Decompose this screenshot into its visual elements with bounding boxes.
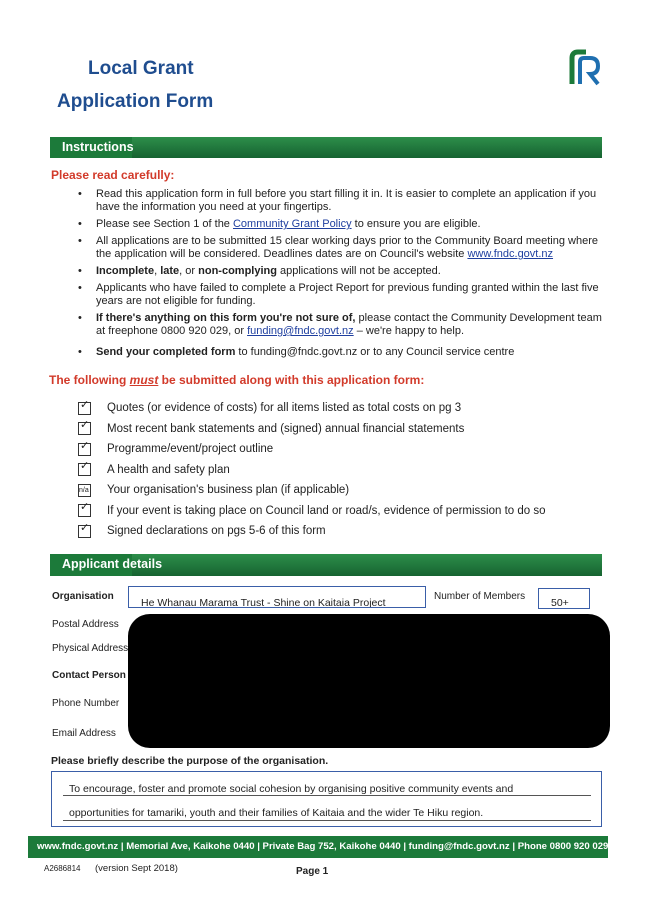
instruction-item: • Incomplete, late, or non-complying applications will not be accepted. bbox=[74, 265, 604, 278]
instruction-item: • Read this application form in full before you start filling it in. It is easier to complete an application if you have the information you need at your fingertips. bbox=[74, 188, 604, 214]
organisation-field[interactable]: He Whanau Marama Trust - Shine on Kaitaia Project bbox=[128, 586, 426, 608]
postal-address-label: Postal Address bbox=[52, 619, 119, 630]
footer-bar: www.fndc.govt.nz | Memorial Ave, Kaikohe 0440 | Private Bag 752, Kaikohe 0440 | funding@fndc.govt.nz | Phone 0800 920 029 bbox=[28, 836, 608, 858]
checklist-item: ✓ Signed declarations on pgs 5-6 of this form bbox=[78, 521, 546, 542]
doc-id: A2686814 bbox=[44, 864, 81, 873]
checklist-item: ✓ Quotes (or evidence of costs) for all items listed as total costs on pg 3 bbox=[78, 398, 546, 419]
checklist-item: n/a Your organisation's business plan (if applicable) bbox=[78, 480, 546, 501]
instruction-item: • Applicants who have failed to complete a Project Report for previous funding granted within the last five years are not eligible for funding. bbox=[74, 282, 604, 308]
instructions-bar bbox=[50, 137, 602, 158]
checklist-item: ✓ Programme/event/project outline bbox=[78, 439, 546, 460]
instructions-list bbox=[74, 188, 604, 363]
instruction-item: • If there's anything on this form you're not sure of, please contact the Community Development team at freephone 0800 920 029, or funding@fndc.govt.nz – we're happy to help. bbox=[74, 312, 604, 338]
version-label: (version Sept 2018) bbox=[95, 863, 178, 874]
page-number: Page 1 bbox=[296, 866, 329, 877]
organisation-label: Organisation bbox=[52, 591, 114, 602]
applicant-details-bar bbox=[50, 554, 602, 576]
email-address-label: Email Address bbox=[52, 728, 116, 739]
community-grant-policy-link[interactable]: Community Grant Policy bbox=[232, 218, 352, 230]
purpose-field[interactable] bbox=[51, 771, 602, 827]
physical-address-label: Physical Address bbox=[52, 643, 129, 654]
instruction-item: • Please see Section 1 of the Community Grant Policy to ensure you are eligible. bbox=[74, 218, 604, 231]
council-logo-icon bbox=[568, 48, 602, 88]
checkbox-checked-icon[interactable] bbox=[78, 402, 91, 415]
instructions-heading: Instructions bbox=[62, 140, 134, 154]
purpose-line-1: To encourage, foster and promote social cohesion by organising positive community events and bbox=[69, 783, 514, 795]
submission-checklist bbox=[78, 398, 546, 542]
instruction-item: • Send your completed form to funding@fndc.govt.nz or to any Council service centre bbox=[74, 346, 604, 359]
checkbox-na-icon[interactable] bbox=[78, 484, 91, 497]
contact-person-label: Contact Person bbox=[52, 670, 126, 681]
checkbox-checked-icon[interactable] bbox=[78, 463, 91, 476]
instruction-item: • All applications are to be submitted 15 clear working days prior to the Community Board meeting where the application will be considered. Deadlines dates are on Council's website www.fndc.govt.nz bbox=[74, 235, 604, 261]
applicant-details-heading: Applicant details bbox=[62, 557, 163, 571]
redacted-block bbox=[128, 614, 610, 748]
read-carefully-heading: Please read carefully: bbox=[51, 168, 175, 182]
underline bbox=[63, 795, 591, 796]
members-field[interactable]: 50+ bbox=[538, 588, 590, 609]
council-website-link[interactable]: www.fndc.govt.nz bbox=[467, 248, 554, 260]
checklist-item: ✓ If your event is taking place on Council land or road/s, evidence of permission to do so bbox=[78, 501, 546, 522]
bar-gradient bbox=[132, 554, 602, 576]
checkbox-checked-icon[interactable] bbox=[78, 525, 91, 538]
purpose-question: Please briefly describe the purpose of the organisation. bbox=[51, 755, 329, 767]
checkbox-checked-icon[interactable] bbox=[78, 422, 91, 435]
checkbox-checked-icon[interactable] bbox=[78, 504, 91, 517]
underline bbox=[63, 820, 591, 821]
members-label: Number of Members bbox=[434, 591, 526, 602]
checkbox-checked-icon[interactable] bbox=[78, 443, 91, 456]
funding-email-link[interactable]: funding@fndc.govt.nz bbox=[247, 325, 354, 337]
title-line-2: Application Form bbox=[57, 91, 214, 112]
phone-number-label: Phone Number bbox=[52, 698, 120, 709]
checklist-item: ✓ A health and safety plan bbox=[78, 460, 546, 481]
bar-gradient bbox=[132, 137, 602, 158]
must-submit-heading: The following must be submitted along with this application form: bbox=[49, 373, 425, 387]
purpose-line-2: opportunities for tamariki, youth and their families of Kaitaia and the wider Te Hiku region. bbox=[69, 807, 484, 819]
checklist-item: ✓ Most recent bank statements and (signed) annual financial statements bbox=[78, 419, 546, 440]
title-line-1: Local Grant bbox=[88, 58, 194, 79]
